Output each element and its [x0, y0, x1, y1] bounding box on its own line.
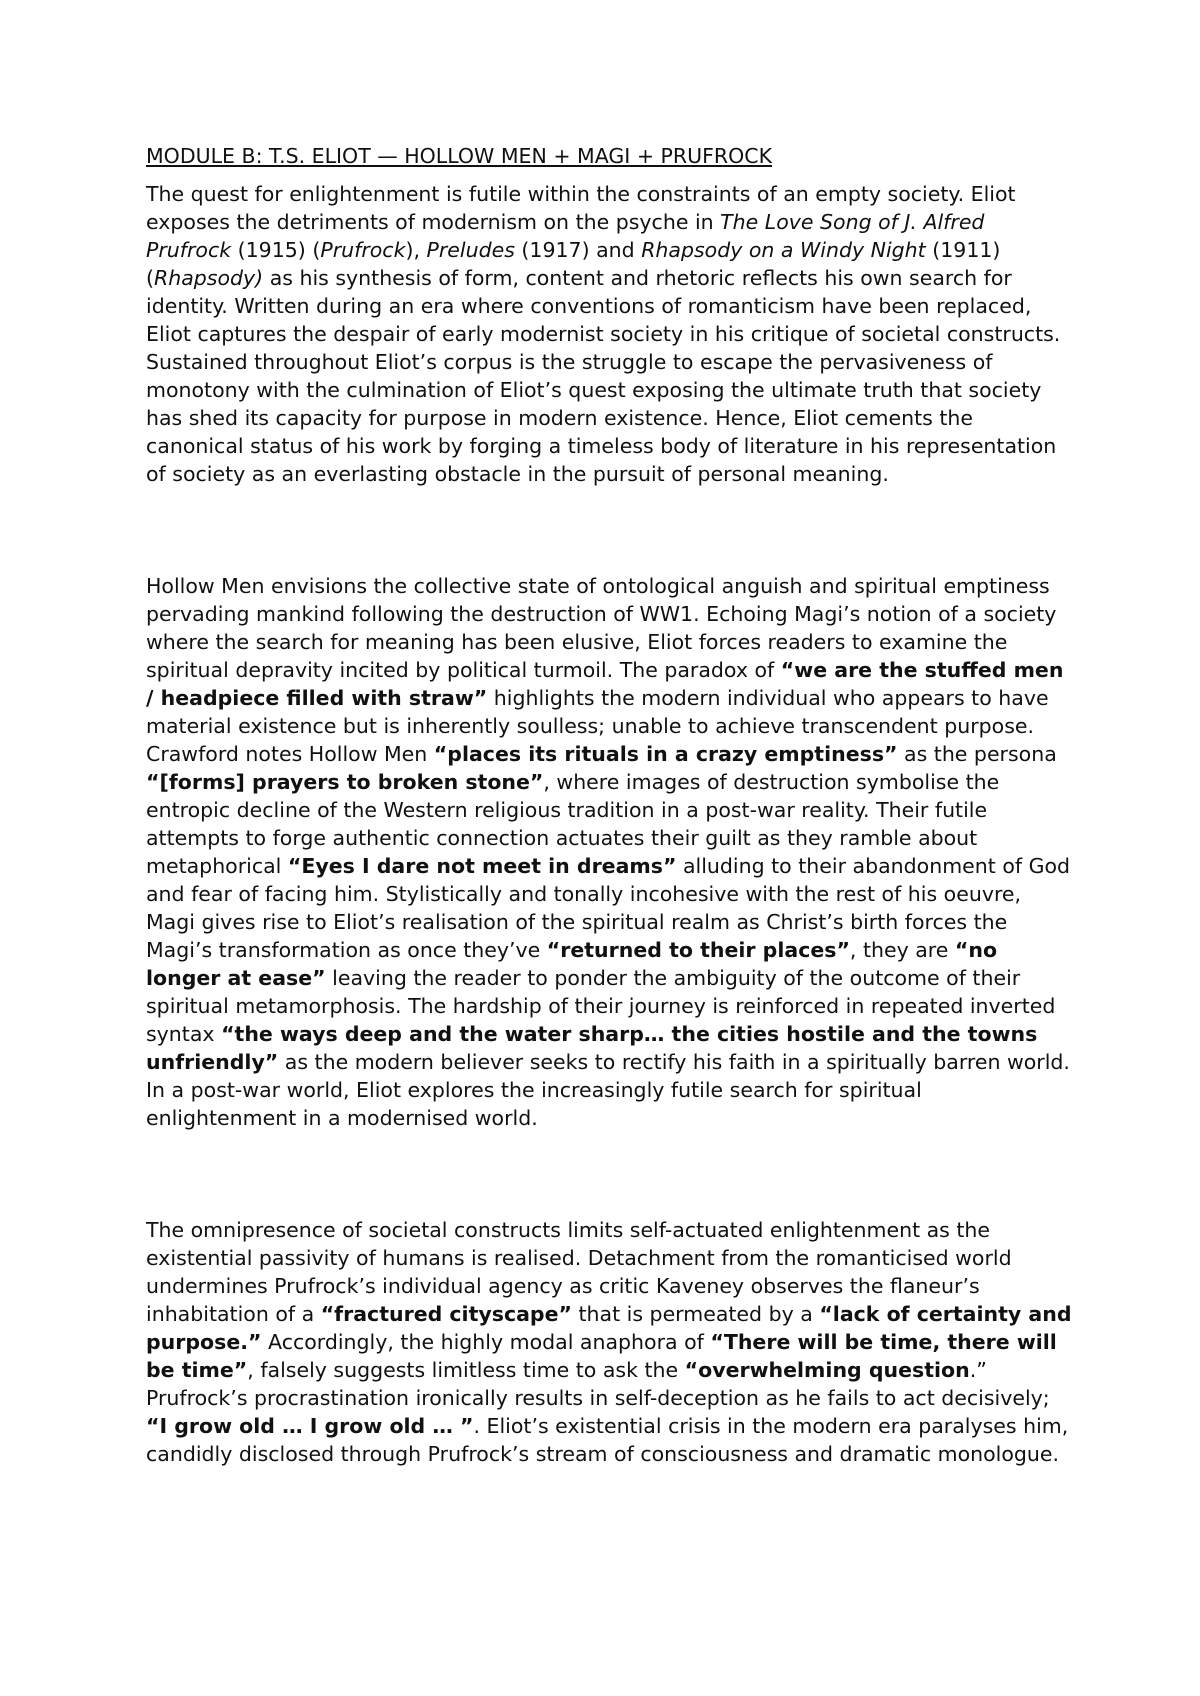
- work-title: Preludes: [426, 238, 515, 262]
- body-text: leaving the reader to ponder the ambiguity of the outcome of their spiritual metamorphosis. The hardship of their journey is reinforced in repeated inverted syntax: [146, 966, 1056, 1046]
- body-text: Hollow Men envisions the collective state of ontological anguish and spiritual emptiness pervading mankind following the destruction of WW1. Echoing Magi’s notion of a society where the search for meaning has been elusive, Eliot forces readers to examine the spiritual depravity incited by political turmoil. The paradox of: [146, 574, 1057, 682]
- body-text: (1911) (: [146, 238, 1001, 290]
- work-title: The Love Song of J. Alfred Prufrock: [146, 210, 985, 262]
- work-title: Rhapsody on a Windy Night: [641, 238, 926, 262]
- work-title: Rhapsody): [154, 266, 264, 290]
- body-text: as the modern believer seeks to rectify his faith in a spiritually barren world. In a post-war world, Eliot explores the increasingly futile search for spiritual enlightenment in a modernised world.: [146, 1050, 1070, 1130]
- body-text: The quest for enlightenment is futile within the constraints of an empty society. Eliot exposes the detriments of modernism on the psyche in: [146, 182, 1016, 234]
- body-text: , where images of destruction symbolise the entropic decline of the Western religious tradition in a post-war reality. Their futile attempts to forge authentic connection actuates their guilt as they ramble about metaphorical: [146, 770, 1000, 878]
- quoted-text: “I grow old … I grow old … ”: [146, 1414, 474, 1438]
- body-text: . Eliot’s existential crisis in the modern era paralyses him, candidly disclosed through Prufrock’s stream of consciousness and dramatic monologue.: [146, 1414, 1069, 1466]
- body-text: .” Prufrock’s procrastination ironically results in self-deception as he fails to act decisively;: [146, 1358, 1050, 1410]
- paragraph-hollow-men-magi: [146, 572, 1076, 1132]
- quoted-text: “[forms] prayers to broken stone”: [146, 770, 544, 794]
- quoted-text: “the ways deep and the water sharp… the cities hostile and the towns unfriendly”: [146, 1022, 1038, 1074]
- body-text: Accordingly, the highly modal anaphora of: [261, 1330, 711, 1354]
- paragraph-spacer: [146, 1132, 1076, 1216]
- body-text: , falsely suggests limitless time to ask the: [247, 1358, 685, 1382]
- quoted-text: “lack of certainty and purpose.”: [146, 1302, 1072, 1354]
- paragraph-prufrock: [146, 1216, 1076, 1468]
- paragraph-spacer: [146, 488, 1076, 572]
- quoted-text: “we are the stuffed men / headpiece filled with straw”: [146, 658, 1064, 710]
- quoted-text: “There will be time, there will be time”: [146, 1330, 1057, 1382]
- quoted-text: “places its rituals in a crazy emptiness”: [433, 742, 898, 766]
- work-title: Prufrock: [320, 238, 406, 262]
- quoted-text: “returned to their places”: [546, 938, 850, 962]
- body-text: alluding to their abandonment of God and fear of facing him. Stylistically and tonally incohesive with the rest of his oeuvre, Magi gives rise to Eliot’s realisation of the spiritual realm as Christ’s birth forces the Magi’s transformation as once they’ve: [146, 854, 1071, 962]
- body-text: as the persona: [897, 742, 1057, 766]
- quoted-text: “Eyes I dare not meet in dreams”: [287, 854, 677, 878]
- quoted-text: “overwhelming question: [684, 1358, 970, 1382]
- document-title: MODULE B: T.S. ELIOT — HOLLOW MEN + MAGI + PRUFROCK: [146, 144, 773, 168]
- body-text: (1915) (: [231, 238, 321, 262]
- body-text: as his synthesis of form, content and rhetoric reflects his own search for identity. Written during an era where conventions of romanticism have been replaced, Eliot captures the despair of early modernist society in his critique of societal constructs. Sustained throughout Eliot’s corpus is the struggle to escape the pervasiveness of monotony with the culmination of Eliot’s quest exposing the ultimate truth that society has shed its capacity for purpose in modern existence. Hence, Eliot cements the canonical status of his work by forging a timeless body of literature in his representation of society as an everlasting obstacle in the pursuit of personal meaning.: [146, 266, 1061, 486]
- body-text: The omnipresence of societal constructs limits self-actuated enlightenment as the existential passivity of humans is realised. Detachment from the romanticised world undermines Prufrock’s individual agency as critic Kaveney observes the flaneur’s inhabitation of a: [146, 1218, 1012, 1326]
- quoted-text: “no longer at ease”: [146, 938, 998, 990]
- paragraph-intro: [146, 180, 1076, 488]
- body-text: (1917) and: [514, 238, 642, 262]
- document-page: [146, 142, 1076, 1468]
- body-text: , they are: [849, 938, 955, 962]
- body-text: highlights the modern individual who appears to have material existence but is inherently soulless; unable to achieve transcendent purpose. Crawford notes Hollow Men: [146, 686, 1049, 766]
- body-text: ),: [405, 238, 427, 262]
- body-text: that is permeated by a: [572, 1302, 820, 1326]
- quoted-text: “fractured cityscape”: [320, 1302, 572, 1326]
